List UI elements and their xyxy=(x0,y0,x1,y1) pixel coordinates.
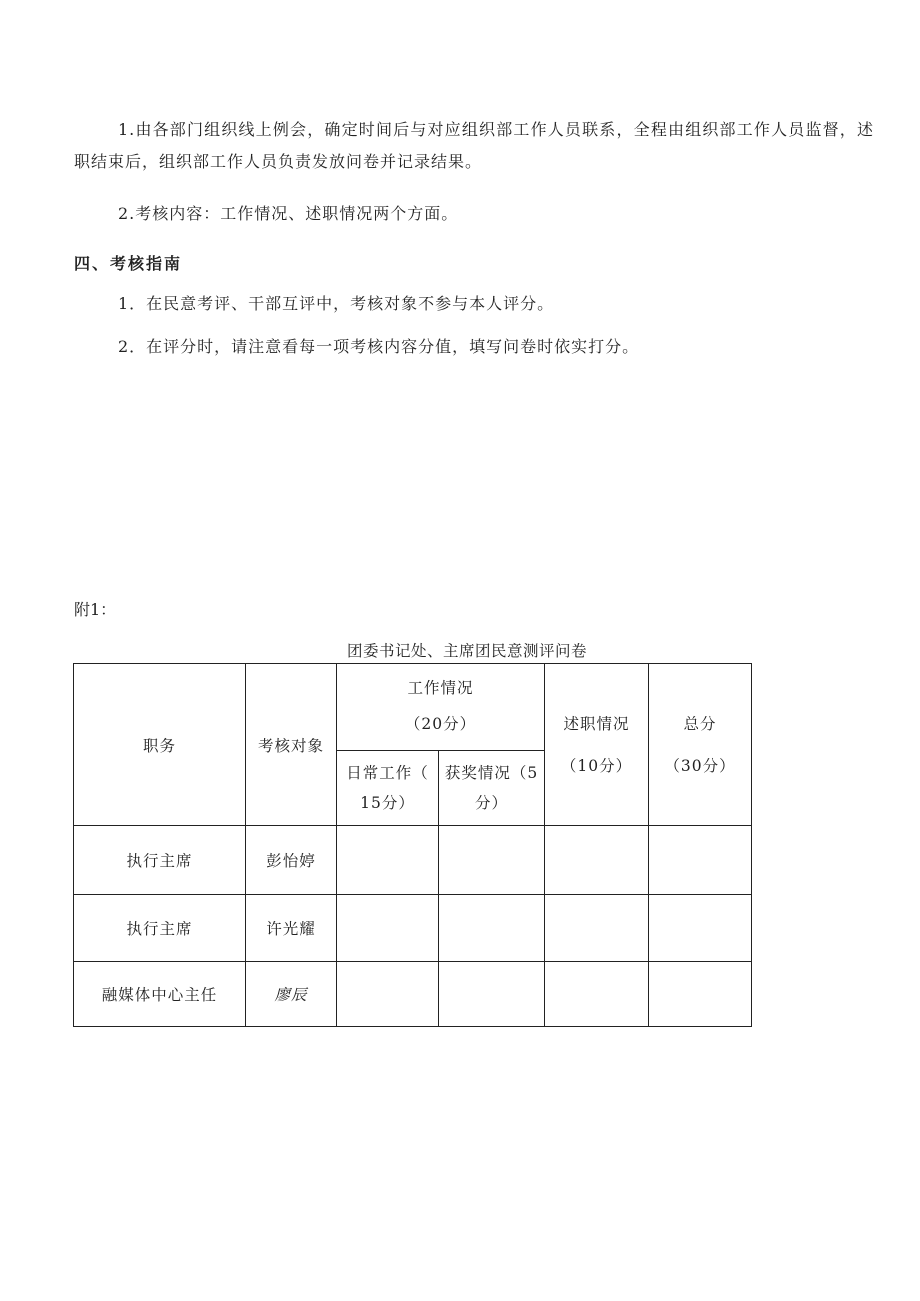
score-cell[interactable] xyxy=(337,962,439,1027)
table-title: 团委书记处、主席团民意测评问卷 xyxy=(347,642,588,660)
attachment-label: 附1： xyxy=(74,600,117,619)
header-total-label: 总分 xyxy=(683,715,717,733)
section4-heading: 四、考核指南 xyxy=(74,254,183,273)
header-work-score: （20分） xyxy=(404,715,477,733)
section3-item1: 1.由各部门组织线上例会，确定时间后与对应组织部工作人员联系，全程由组织部工作人员监督，述职结束后，组织部工作人员负责发放问卷并记录结果。 xyxy=(74,120,874,171)
header-work xyxy=(337,664,545,751)
evaluation-table xyxy=(73,663,752,1027)
score-cell[interactable] xyxy=(545,962,649,1027)
header-report xyxy=(545,664,649,826)
header-awards-line1: 获奖情况（5 xyxy=(444,764,539,782)
row-name: 彭怡婷 xyxy=(246,826,337,895)
score-cell[interactable] xyxy=(649,895,752,962)
score-cell[interactable] xyxy=(337,895,439,962)
score-cell[interactable] xyxy=(649,826,752,895)
header-awards-line2: 分） xyxy=(474,794,508,812)
section3-item2: 2.考核内容：工作情况、述职情况两个方面。 xyxy=(118,204,459,223)
section4-item1: 1．在民意考评、干部互评中，考核对象不参与本人评分。 xyxy=(118,294,555,313)
table-row xyxy=(74,962,752,1027)
header-total xyxy=(649,664,752,826)
score-cell[interactable] xyxy=(439,826,545,895)
header-daily-line2: 15分） xyxy=(360,794,415,812)
header-position: 职务 xyxy=(74,664,246,826)
row-name: 许光耀 xyxy=(246,895,337,962)
header-report-score: （10分） xyxy=(560,757,633,775)
score-cell[interactable] xyxy=(545,895,649,962)
header-report-label: 述职情况 xyxy=(563,715,630,733)
row-position: 融媒体中心主任 xyxy=(74,962,246,1027)
row-position: 执行主席 xyxy=(74,895,246,962)
header-awards xyxy=(439,751,545,826)
section4-item2: 2．在评分时，请注意看每一项考核内容分值，填写问卷时依实打分。 xyxy=(118,337,640,356)
score-cell[interactable] xyxy=(649,962,752,1027)
header-work-label: 工作情况 xyxy=(407,679,474,697)
table-row xyxy=(74,895,752,962)
table-row xyxy=(74,826,752,895)
header-total-score: （30分） xyxy=(664,757,736,775)
score-cell[interactable] xyxy=(439,895,545,962)
score-cell[interactable] xyxy=(439,962,545,1027)
header-subject: 考核对象 xyxy=(246,664,337,826)
score-cell[interactable] xyxy=(337,826,439,895)
row-name: 廖辰 xyxy=(246,962,337,1027)
row-position: 执行主席 xyxy=(74,826,246,895)
header-daily-work xyxy=(337,751,439,826)
header-daily-line1: 日常工作（ xyxy=(346,764,429,782)
score-cell[interactable] xyxy=(545,826,649,895)
